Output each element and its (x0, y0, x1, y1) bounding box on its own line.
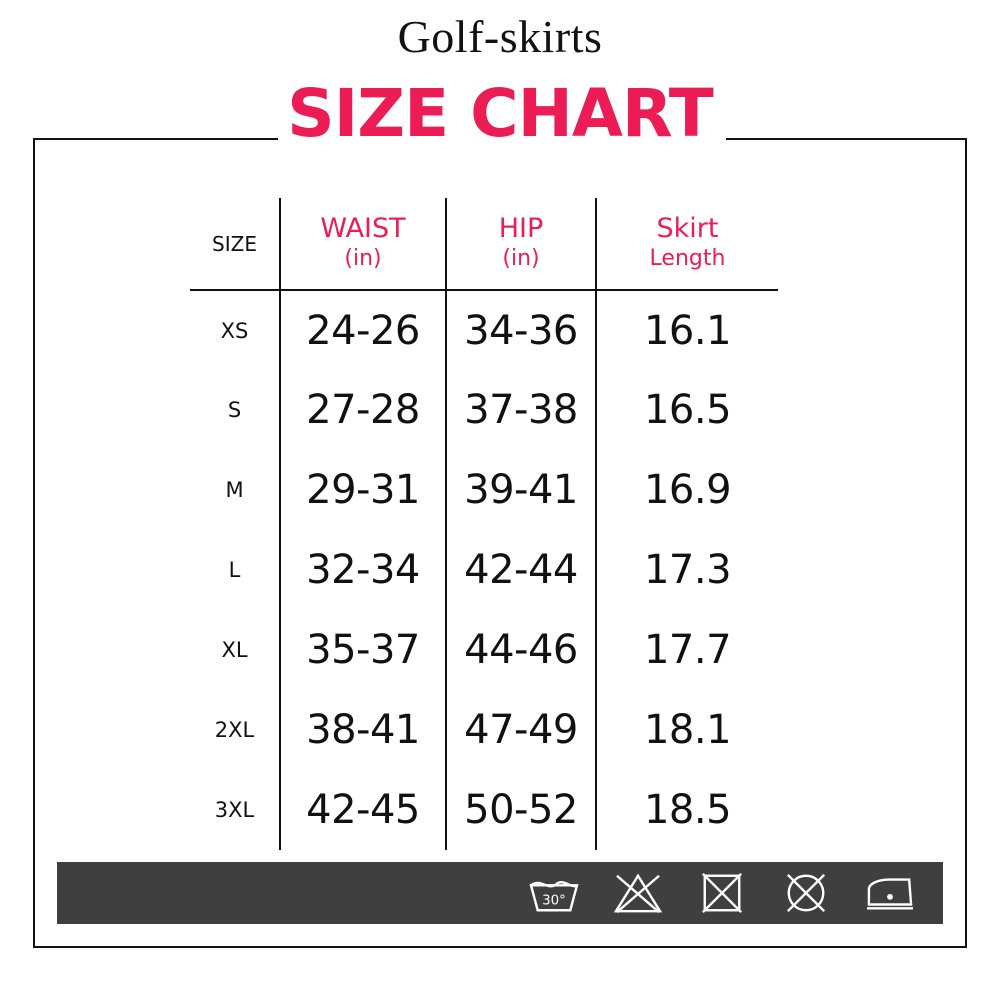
cell-hip: 42-44 (446, 530, 596, 610)
care-icon-group (525, 870, 935, 916)
cell-length: 17.3 (596, 530, 778, 610)
cell-length: 18.1 (596, 690, 778, 770)
column-header-hip-label: HIP (498, 212, 544, 244)
cell-hip: 44-46 (446, 610, 596, 690)
cell-hip: 37-38 (446, 370, 596, 450)
column-header-hip (446, 198, 596, 290)
cell-waist: 38-41 (280, 690, 446, 770)
cell-hip: 50-52 (446, 770, 596, 850)
cell-size: L (228, 558, 241, 582)
column-header-skirt-label: Skirt (656, 212, 719, 244)
column-header-waist (280, 198, 446, 290)
column-header-skirt-unit: Length (649, 245, 726, 271)
svg-text:30°: 30° (542, 893, 566, 909)
cell-size: XS (220, 318, 249, 343)
cell-hip: 39-41 (446, 450, 596, 530)
cell-waist: 32-34 (280, 530, 446, 610)
table-row (190, 770, 778, 850)
size-table-container (190, 198, 778, 850)
cell-length: 16.1 (596, 290, 778, 370)
no-dry-clean-icon (777, 870, 835, 916)
column-header-hip-unit: (in) (502, 245, 540, 271)
table-row (190, 450, 778, 530)
cell-size: 2XL (214, 718, 255, 742)
column-header-size: SIZE (190, 198, 280, 290)
no-tumble-dry-icon (693, 870, 751, 916)
table-row (190, 290, 778, 370)
table-row (190, 610, 778, 690)
table-row (190, 690, 778, 770)
cell-waist: 29-31 (280, 450, 446, 530)
care-instructions-bar (57, 862, 943, 924)
cell-size: M (225, 478, 244, 502)
size-table (190, 198, 778, 850)
table-row (190, 370, 778, 450)
cell-waist: 24-26 (280, 290, 446, 370)
table-row (190, 530, 778, 610)
cell-waist: 27-28 (280, 370, 446, 450)
cell-hip: 34-36 (446, 290, 596, 370)
cell-length: 16.9 (596, 450, 778, 530)
cell-length: 17.7 (596, 610, 778, 690)
table-header-row (190, 198, 778, 290)
cell-hip: 47-49 (446, 690, 596, 770)
iron-low-icon (861, 870, 919, 916)
cell-size: 3XL (214, 798, 255, 822)
brand-title: Golf-skirts (397, 11, 603, 62)
cell-size: XL (221, 638, 248, 662)
no-bleach-icon (609, 870, 667, 916)
wash-30-icon (525, 870, 583, 916)
cell-length: 16.5 (596, 370, 778, 450)
cell-waist: 42-45 (280, 770, 446, 850)
cell-length: 18.5 (596, 770, 778, 850)
column-header-waist-unit: (in) (344, 245, 382, 271)
cell-waist: 35-37 (280, 610, 446, 690)
cell-size: S (227, 398, 242, 422)
column-header-waist-label: WAIST (320, 212, 406, 244)
column-header-skirt-length (596, 198, 778, 290)
page-title: SIZE CHART (287, 75, 713, 152)
